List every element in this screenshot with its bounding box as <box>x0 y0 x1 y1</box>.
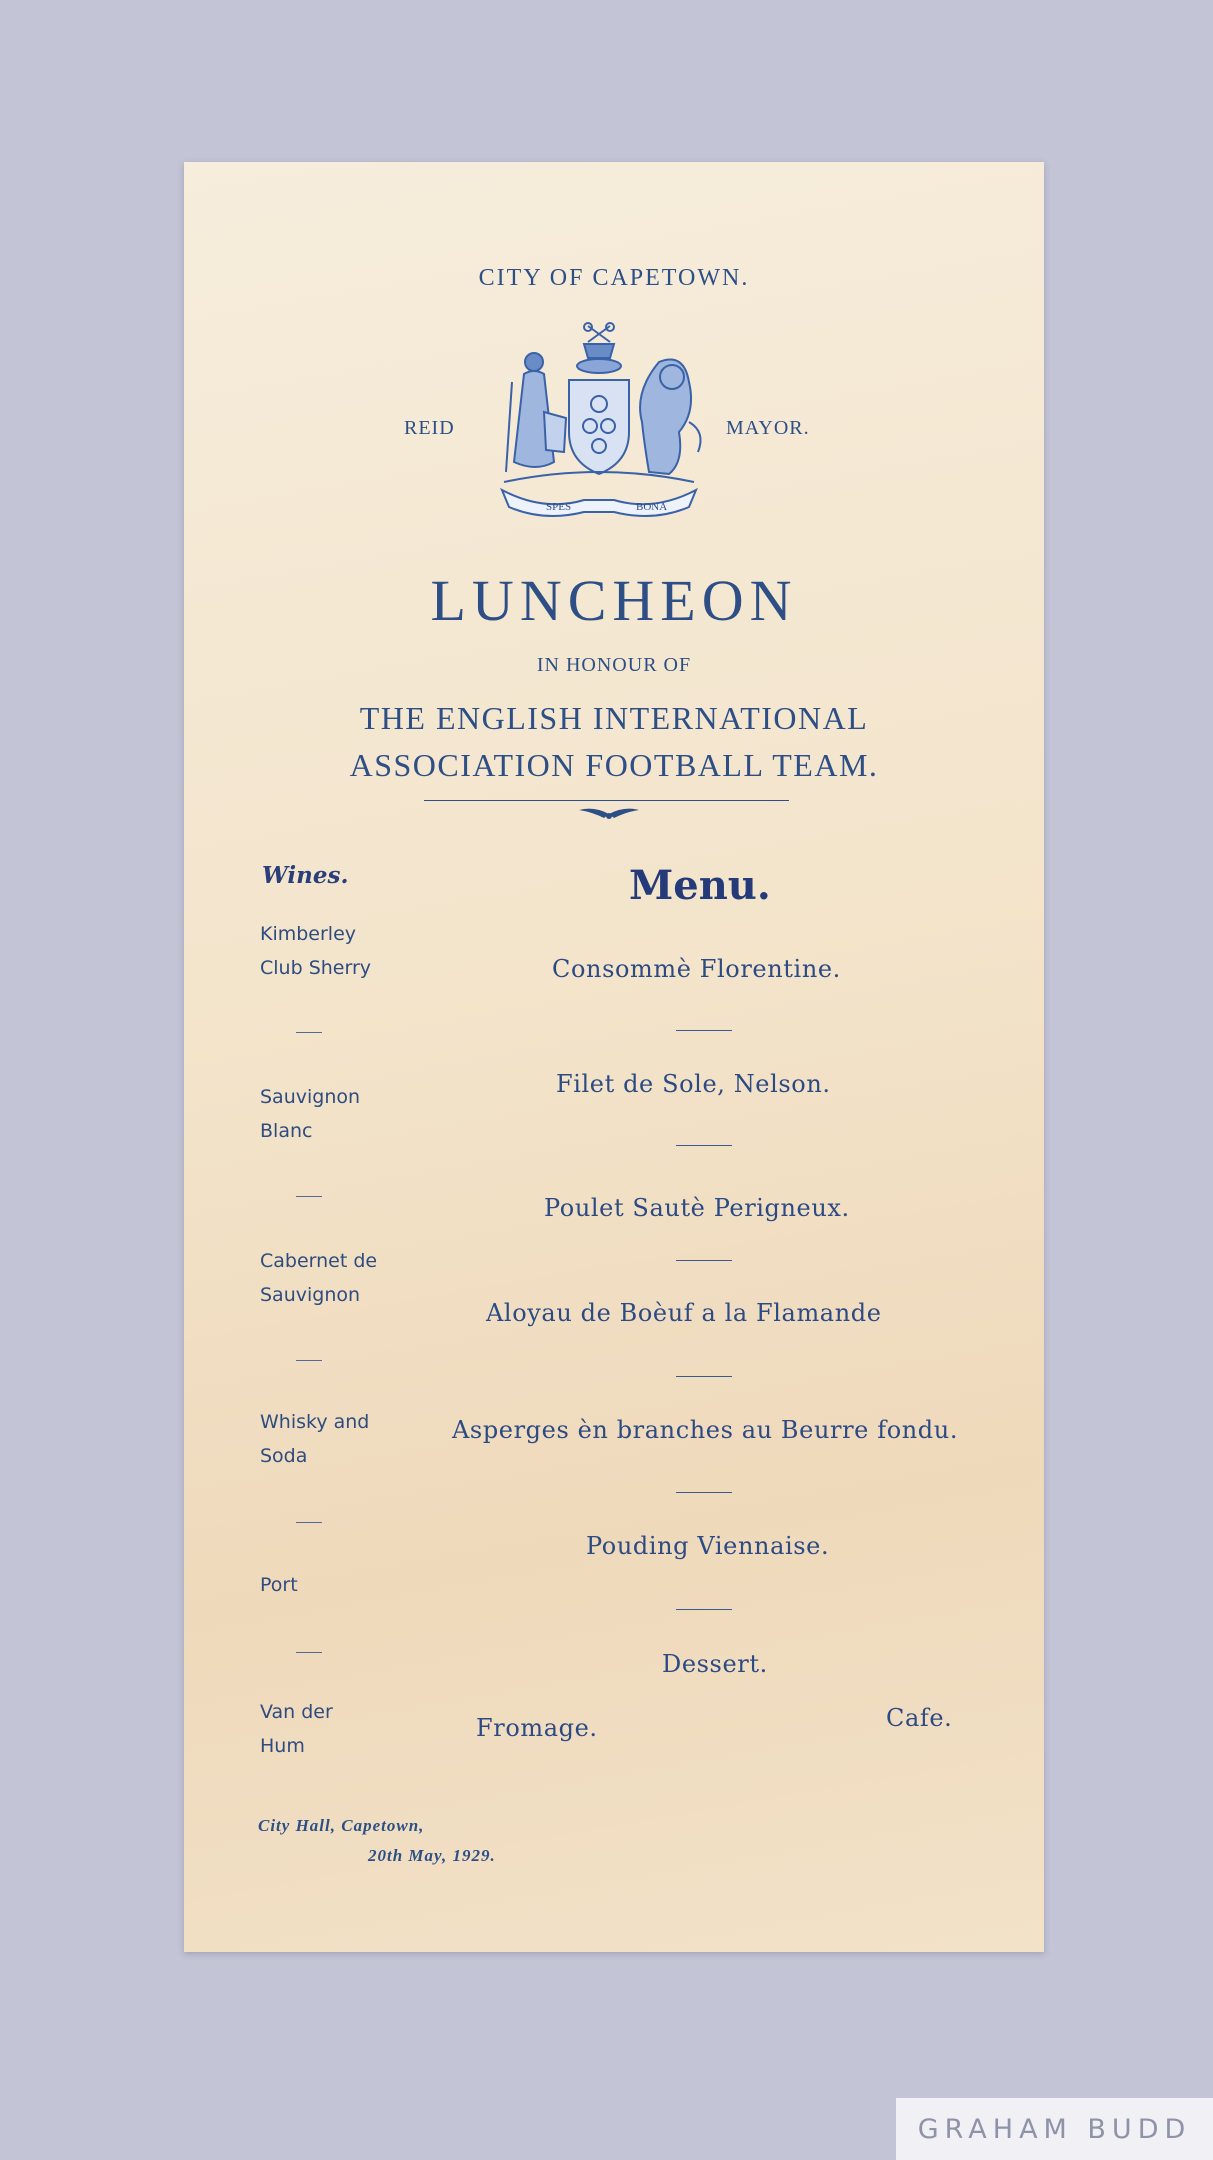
mayor-title: MAYOR. <box>726 417 810 439</box>
wine-separator <box>296 1032 322 1033</box>
footer-date: 20th May, 1929. <box>368 1846 496 1865</box>
course-separator <box>676 1145 732 1146</box>
city-heading: CITY OF CAPETOWN. <box>478 265 750 291</box>
wine-item: Cabernet de Sauvignon <box>260 1250 378 1306</box>
course-separator <box>676 1376 732 1377</box>
course-separator <box>676 1260 732 1261</box>
menu-cafe: Cafe. <box>886 1704 953 1732</box>
menu-course: Consommè Florentine. <box>552 955 841 983</box>
wines-heading: Wines. <box>262 862 349 889</box>
divider-rule <box>424 800 789 801</box>
course-separator <box>676 1030 732 1031</box>
menu-heading: Menu. <box>629 862 771 909</box>
ornament-icon <box>564 804 654 822</box>
crest-motto-left: SPES <box>546 501 572 513</box>
footer-place: City Hall, Capetown, <box>258 1816 425 1835</box>
watermark: GRAHAM BUDD <box>896 2098 1213 2160</box>
team-line-2: ASSOCIATION FOOTBALL TEAM. <box>349 747 879 783</box>
wine-item: Kimberley Club Sherry <box>260 923 372 979</box>
wine-separator <box>296 1360 322 1361</box>
wine-item: Whisky and Soda <box>260 1411 370 1467</box>
course-separator <box>676 1609 732 1610</box>
menu-course: Poulet Sautè Perigneux. <box>544 1194 850 1222</box>
menu-course: Pouding Viennaise. <box>586 1532 830 1560</box>
menu-fromage: Fromage. <box>476 1714 598 1742</box>
wine-separator <box>296 1522 322 1523</box>
crest-motto-right: BONA <box>636 501 668 513</box>
menu-course: Aloyau de Boèuf a la Flamande <box>486 1299 882 1327</box>
in-honour-of: IN HONOUR OF <box>536 654 692 676</box>
course-separator <box>676 1492 732 1493</box>
wine-separator <box>296 1196 322 1197</box>
wine-separator <box>296 1652 322 1653</box>
luncheon-title: LUNCHEON <box>430 568 798 633</box>
city-crest-emblem <box>484 322 714 537</box>
wine-item: Van der Hum <box>260 1701 333 1757</box>
menu-course: Asperges èn branches au Beurre fondu. <box>452 1416 959 1444</box>
menu-course: Filet de Sole, Nelson. <box>556 1070 831 1098</box>
team-line-1: THE ENGLISH INTERNATIONAL <box>359 700 869 736</box>
wine-item: Sauvignon Blanc <box>260 1086 361 1142</box>
wine-item: Port <box>260 1574 298 1596</box>
menu-card <box>184 162 1044 1952</box>
mayor-name: REID <box>404 417 455 439</box>
menu-course: Dessert. <box>662 1650 768 1678</box>
